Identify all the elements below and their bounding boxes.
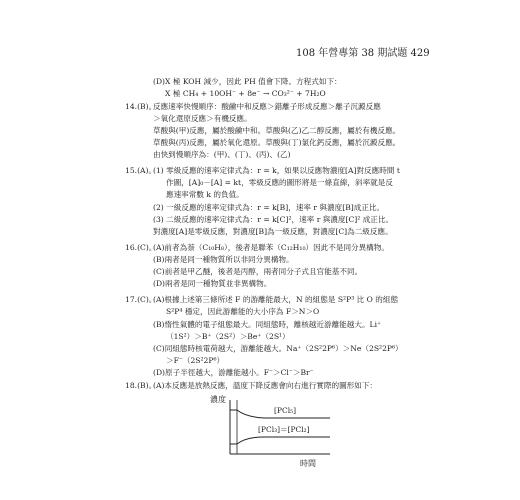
text-line: (C)前者是甲乙醚，後者是丙醇，兩者同分子式且官能基不同。 <box>153 267 363 276</box>
text-line: 草酸與(甲)反應，屬於酸鹼中和。草酸與(乙)乙二醇反應，屬於有機反應。 <box>153 126 401 135</box>
text-line: (D)兩者是同一種物質並非異構物。 <box>153 279 272 288</box>
text-line: (B)兩者是同一種物質所以非同分異構物。 <box>153 255 294 264</box>
text-line: (2) 一級反應的速率定律式為：r = k[B]，速率 r 與濃度[B]成正比。 <box>153 203 385 212</box>
text-line: （1S²）＞B⁺（2S²）＞Be⁺（2S¹） <box>166 332 290 341</box>
text-line: S²P⁴ 穩定，因此游離能的大小序為 F＞N＞O <box>166 307 320 316</box>
question-number-14: 14.(B)。 <box>125 102 157 111</box>
figure-ylabel: 濃度 <box>210 395 226 404</box>
text-line: (1) 零級反應的速率定律式為：r = k，如果以反應物濃度[A]對反應時間 t <box>153 166 400 175</box>
text-line: (A)前者為萘（C₁₀H₈），後者是聯苯（C₁₂H₁₀）因此不是同分異構物。 <box>153 243 390 252</box>
text-line: (B)惰性氣體的電子組態最大。同組態時，離核越近游離能越大。Li⁺ <box>153 320 382 329</box>
text-line: (A)本反應是放熱反應，溫度下降反應會向右進行實際的圖形如下： <box>153 381 378 390</box>
pcl3-pcl2-curve <box>230 437 330 444</box>
text-line: (A)根據上述第三條所述 F 的游離能最大，N 的組態是 S²P³ 比 O 的組態 <box>153 295 399 304</box>
pcl3-pcl2-label: [PCl₃]＝[PCl₂] <box>258 425 310 434</box>
page-header: 108 年營專第 38 期試題 429 <box>296 48 430 59</box>
text-line: 草酸與(丙)反應，屬於氧化還原。草酸與(丁)氯化鈣反應，屬於沉澱反應。 <box>153 138 401 147</box>
text-line: (C)同組態時核電荷越大，游離能越大。Na⁺（2S²2P⁶）＞Ne（2S²2P⁶） <box>153 344 403 353</box>
question-number-16: 16.(C)。 <box>125 243 157 252</box>
question-number-18: 18.(B)。 <box>125 381 157 390</box>
text-line: 由快到慢順序為：(甲)、(丁)、(丙)、(乙) <box>153 150 291 159</box>
text-line: (D)X 極 KOH 減少，因此 PH 值會下降。方程式如下： <box>153 77 342 86</box>
text-line: (3) 二級反應的速率定律式為：r = k[C]²，速率 r 與濃度[C]² 成正比。 <box>153 215 394 224</box>
equation-line: X 極 CH₄ + 10OH⁻ + 8e⁻ → CO₃²⁻ + 7H₂O <box>165 89 326 98</box>
text-line: 對濃度[A]是零級反應，對濃度[B]為一級反應，對濃度[C]為二級反應。 <box>153 227 393 236</box>
text-line: 反應速率快慢順序：酸鹼中和反應＞錯離子形成反應＞離子沉澱反應 <box>153 102 381 111</box>
question-number-15: 15.(A)。 <box>125 166 157 175</box>
text-line: 作圖，[A]₀－[A] = kt，零級反應的圖形將是一條直線，斜率就是反 <box>166 178 393 187</box>
figure-xlabel: 時間 <box>300 459 316 468</box>
text-line: ＞F⁻（2S²2P⁶） <box>166 356 225 365</box>
text-line: ＞氧化還原反應＞有機反應。 <box>153 114 252 123</box>
pcl5-label: [PCl₅] <box>274 406 297 415</box>
text-line: (D)原子半徑越大，游離能越小。F⁻＞Cl⁻＞Br⁻ <box>153 368 314 377</box>
question-number-17: 17.(C)。 <box>125 295 157 304</box>
concentration-time-figure <box>208 386 338 470</box>
text-line: 應速率常數 k 的負值。 <box>166 190 244 199</box>
